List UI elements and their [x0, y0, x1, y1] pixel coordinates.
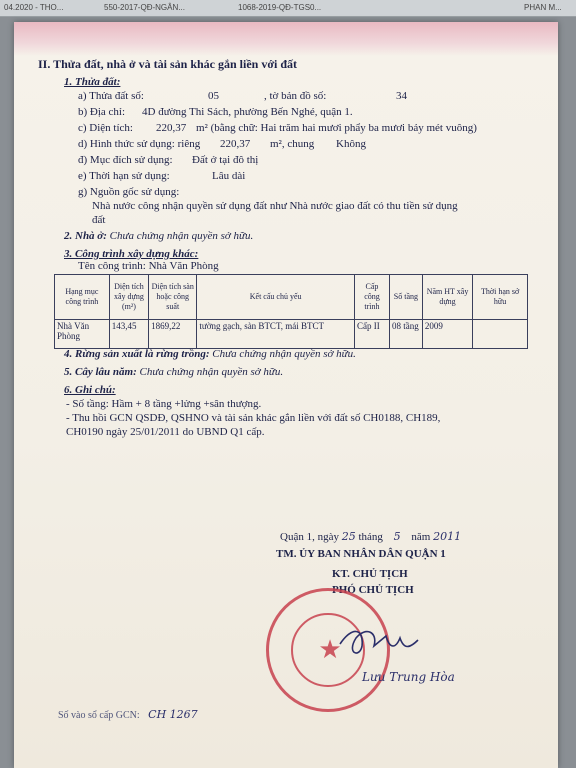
- map-label: , tờ bản đồ số:: [264, 90, 327, 102]
- land-title: 1. Thửa đất:: [64, 76, 121, 88]
- tab-1[interactable]: 04.2020 - THO...: [4, 3, 64, 12]
- certificate-page: [14, 22, 558, 768]
- handwritten-signature: [334, 622, 424, 662]
- usage-form-label: d) Hình thức sử dụng: riêng: [78, 138, 201, 150]
- table-row: [55, 320, 528, 349]
- purpose-label: đ) Mục đích sử dụng:: [78, 154, 173, 166]
- notes-line-1: - Số tầng: Hầm + 8 tầng +lửng +sân thượng.: [66, 398, 262, 410]
- date-year: 2011: [433, 530, 462, 543]
- forest-title: 4. Rừng sản xuất là rừng trồng:: [64, 348, 210, 360]
- parcel-label: a) Thửa đất số:: [78, 90, 144, 102]
- table-cell: 143,45: [109, 320, 148, 349]
- browser-tab-strip: [0, 0, 576, 17]
- house-title: 2. Nhà ở:: [64, 230, 107, 242]
- table-cell: 08 tầng: [390, 320, 423, 349]
- purpose-value: Đất ở tại đô thị: [192, 154, 259, 166]
- construction-name-value: Nhà Văn Phòng: [148, 260, 219, 272]
- column-header: Kết cấu chủ yếu: [197, 275, 355, 320]
- perennial-title: 5. Cây lâu năm:: [64, 366, 137, 378]
- table-cell: Cấp II: [354, 320, 389, 349]
- perennial-value: Chưa chứng nhận quyền sở hữu.: [139, 366, 284, 378]
- origin-line-1: Nhà nước công nhận quyền sử dụng đất như Nhà nước giao đất có thu tiền sử dụng: [92, 200, 458, 212]
- column-header: Năm HT xây dựng: [422, 275, 472, 320]
- notes-title: 6. Ghi chú:: [64, 384, 116, 396]
- area-unit-text: m² (bằng chữ: Hai trăm hai mươi phẩy ba mươi bảy mét vuông): [196, 122, 477, 134]
- map-number: 34: [396, 90, 407, 102]
- table-cell: 2009: [422, 320, 472, 349]
- area-value: 220,37: [156, 122, 187, 134]
- vice-chairman-title: PHÓ CHỦ TỊCH: [332, 584, 414, 596]
- tab-2[interactable]: 550-2017-QĐ-NGÂN...: [104, 3, 185, 12]
- table-cell: 1869,22: [149, 320, 197, 349]
- table-cell: Nhà Văn Phòng: [55, 320, 110, 349]
- column-header: Hạng mục công trình: [55, 275, 110, 320]
- section-heading: II. Thửa đất, nhà ở và tài sản khác gắn liền với đất: [38, 57, 298, 71]
- certificate-number: CH 1267: [148, 708, 198, 721]
- seal-star-icon: ★: [318, 635, 342, 665]
- usage-shared-label: m², chung: [270, 138, 315, 150]
- usage-private-value: 220,37: [220, 138, 251, 150]
- area-label: c) Diện tích:: [78, 122, 133, 134]
- column-header: Diện tích xây dựng (m²): [109, 275, 148, 320]
- column-header: Thời hạn sở hữu: [473, 275, 528, 320]
- place-date-line: [280, 530, 461, 544]
- term-label: e) Thời hạn sử dụng:: [78, 170, 170, 182]
- address-value: 4D đường Thi Sách, phường Bến Nghé, quận 1.: [142, 106, 353, 118]
- address-label: b) Địa chỉ:: [78, 106, 126, 118]
- construction-name-label: Tên công trình:: [78, 260, 146, 272]
- construction-table-header: [55, 275, 528, 320]
- column-header: Diện tích sàn hoặc công suất: [149, 275, 197, 320]
- origin-line-2: đất: [92, 214, 106, 226]
- column-header: Số tầng: [390, 275, 423, 320]
- month-label: tháng: [358, 531, 383, 543]
- usage-shared-value: Không: [336, 138, 366, 150]
- date-month: 5: [393, 530, 401, 543]
- table-cell: [473, 320, 528, 349]
- tab-4[interactable]: PHAN M...: [524, 3, 562, 12]
- house-value: Chưa chứng nhận quyền sở hữu.: [109, 230, 254, 242]
- construction-table: [54, 274, 528, 349]
- column-header: Cấp công trình: [354, 275, 389, 320]
- certificate-number-label: Số vào sổ cấp GCN:: [58, 710, 140, 721]
- table-cell: tường gạch, sàn BTCT, mái BTCT: [197, 320, 355, 349]
- origin-label: g) Nguồn gốc sử dụng:: [78, 186, 180, 198]
- tab-3[interactable]: 1068-2019-QĐ-TGS0...: [238, 3, 322, 12]
- signer-name: Lưu Trung Hòa: [362, 670, 455, 684]
- construction-title: 3. Công trình xây dựng khác:: [64, 248, 199, 260]
- forest-value: Chưa chứng nhận quyền sở hữu.: [212, 348, 356, 360]
- year-label: năm: [411, 531, 431, 543]
- term-value: Lâu dài: [212, 170, 246, 182]
- place-date-prefix: Quận 1, ngày: [280, 531, 339, 543]
- notes-line-2: - Thu hồi GCN QSDĐ, QSHNO và tài sản khác gắn liền với đất số CH0188, CH189,: [66, 412, 441, 424]
- issuing-organization: TM. ỦY BAN NHÂN DÂN QUẬN 1: [276, 548, 446, 560]
- kt-chairman: KT. CHỦ TỊCH: [332, 568, 408, 580]
- notes-line-3: CH0190 ngày 25/01/2011 do UBND Q1 cấp.: [66, 426, 265, 438]
- page-top-band: [14, 22, 558, 56]
- parcel-number: 05: [208, 90, 219, 102]
- date-day: 25: [341, 530, 356, 543]
